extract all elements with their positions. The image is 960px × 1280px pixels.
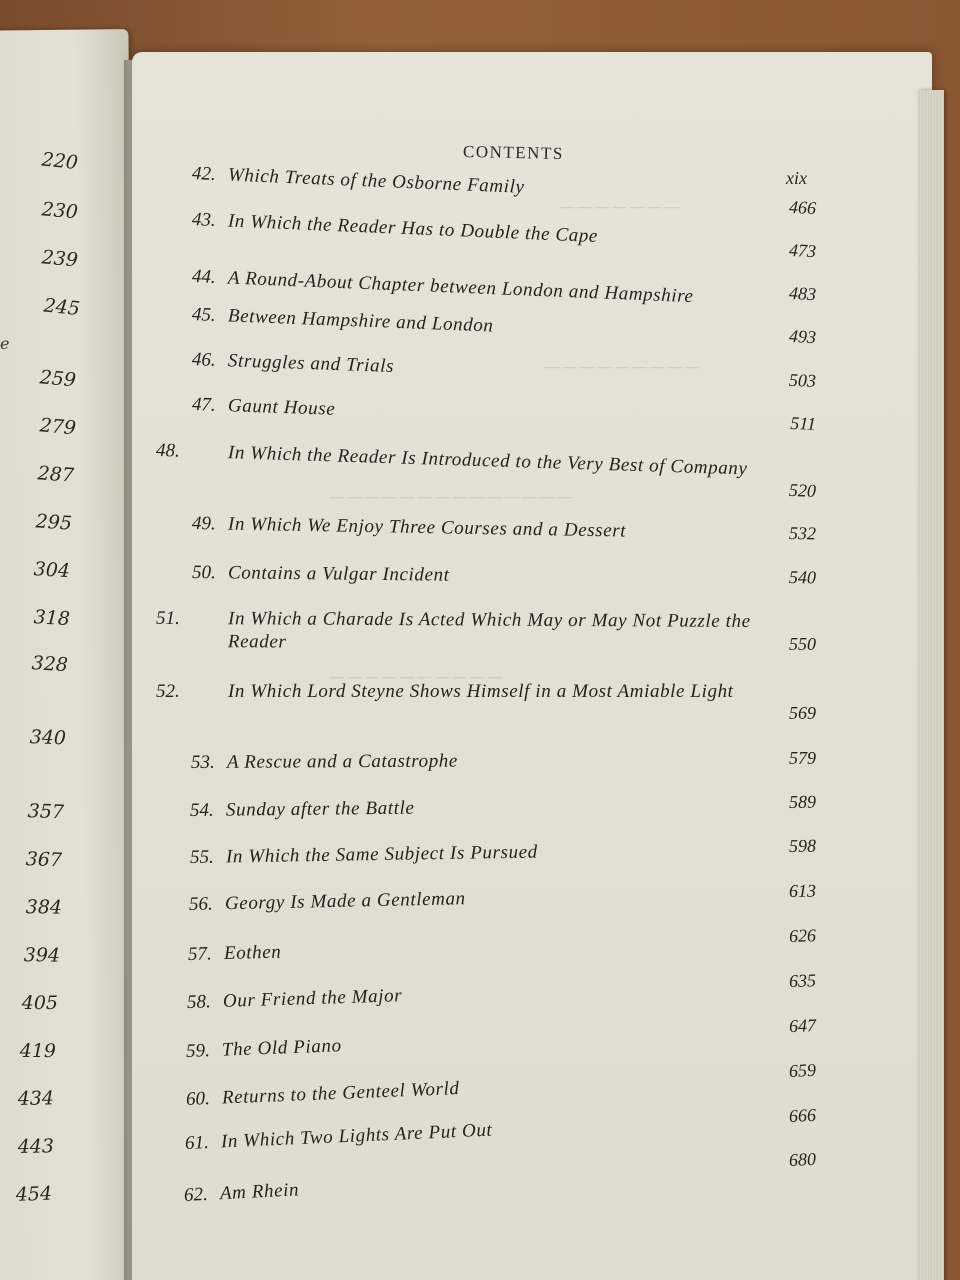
- contents-entry: [156, 607, 768, 656]
- chapter-title: Between Hampshire and London: [227, 305, 494, 337]
- left-page-number: 220: [40, 148, 79, 175]
- left-page-number: 419: [19, 1040, 56, 1062]
- entry-page-number: 680: [788, 1148, 817, 1171]
- entry-page-number: 540: [788, 566, 817, 588]
- left-page-stray-letter: e: [0, 334, 10, 353]
- entry-page-number: 635: [788, 970, 817, 992]
- bleed-through-text: — — — — — — — — —: [545, 360, 699, 375]
- entry-page-number: 473: [788, 239, 817, 262]
- chapter-number: 57.: [187, 943, 213, 965]
- left-page-number: 357: [27, 800, 65, 824]
- chapter-number: 47.: [191, 394, 217, 416]
- chapter-number: 45.: [191, 304, 217, 326]
- left-page-number: 318: [33, 606, 71, 631]
- page-number: xix: [786, 168, 807, 188]
- left-page-number: 245: [42, 294, 81, 321]
- entry-page-number: 647: [788, 1015, 817, 1037]
- chapter-title: Am Rhein: [219, 1179, 300, 1205]
- chapter-number: 52.: [156, 681, 180, 702]
- chapter-number: 54.: [190, 799, 215, 821]
- entry-page-number: 511: [789, 412, 817, 434]
- chapter-number: 43.: [191, 209, 217, 231]
- contents-entry: [156, 680, 768, 703]
- left-page-number: 454: [15, 1182, 53, 1206]
- entry-page-number: 626: [788, 925, 817, 947]
- left-page-number: 328: [31, 652, 69, 677]
- chapter-title: Eothen: [223, 941, 282, 965]
- chapter-title: Returns to the Genteel World: [221, 1078, 460, 1109]
- chapter-number: 56.: [188, 893, 213, 915]
- left-page-number: 295: [34, 510, 73, 535]
- entry-page-number: 589: [788, 791, 817, 813]
- entry-page-number: 493: [788, 325, 817, 348]
- left-page-number: 367: [25, 848, 63, 872]
- chapter-title: In Which a Charade Is Acted Which May or May Not Puzzle the Reader: [227, 608, 751, 653]
- chapter-number: 50.: [191, 562, 216, 584]
- entry-page-number: 579: [789, 748, 816, 768]
- chapter-number: 60.: [185, 1088, 210, 1110]
- entry-page-number: 520: [788, 479, 817, 501]
- left-page-numbers: [0, 0, 100, 1280]
- left-page-number: 304: [33, 558, 71, 583]
- chapter-title: The Old Piano: [221, 1035, 343, 1061]
- chapter-title: Sunday after the Battle: [226, 797, 415, 821]
- left-page-number: 394: [23, 944, 61, 967]
- left-page-number: 287: [36, 462, 75, 487]
- chapter-number: 48.: [155, 439, 181, 462]
- contents-entry: [191, 748, 776, 774]
- chapter-title: Struggles and Trials: [227, 350, 395, 378]
- left-page-number: 434: [17, 1087, 55, 1110]
- left-page-number: 443: [17, 1135, 55, 1158]
- left-page-number: 340: [29, 726, 67, 750]
- entry-page-number: 613: [788, 880, 817, 902]
- entry-page-number: 659: [788, 1059, 817, 1082]
- chapter-title: Georgy Is Made a Gentleman: [224, 888, 466, 915]
- entry-page-number: 598: [788, 835, 817, 857]
- left-page-number: 259: [38, 366, 77, 392]
- chapter-number: 42.: [191, 163, 217, 185]
- left-page-number: 230: [40, 198, 79, 224]
- left-page-number: 405: [21, 992, 58, 1014]
- entry-page-number: 503: [788, 369, 817, 391]
- chapter-number: 62.: [183, 1183, 209, 1206]
- left-page-number: 239: [40, 246, 79, 272]
- entry-page-number: 550: [789, 634, 816, 654]
- chapter-title: Contains a Vulgar Incident: [227, 562, 450, 586]
- chapter-number: 55.: [189, 846, 214, 868]
- chapter-title: Gaunt House: [227, 395, 336, 420]
- chapter-title: In Which the Reader Is Introduced to the Very Best of Company: [227, 442, 748, 480]
- chapter-title: A Round-About Chapter between London and Hampshire: [227, 267, 694, 308]
- chapter-title: A Rescue and a Catastrophe: [227, 750, 459, 773]
- chapter-number: 46.: [191, 349, 217, 371]
- bleed-through-text: — — — — — — — — — — — — — —: [330, 490, 572, 505]
- left-page-number: 384: [25, 896, 63, 919]
- chapter-number: 61.: [184, 1131, 209, 1154]
- chapter-title: In Which Two Lights Are Put Out: [220, 1119, 493, 1153]
- chapter-title: Our Friend the Major: [222, 985, 403, 1012]
- page-stack-edge: [918, 90, 944, 1280]
- left-page-number: 279: [38, 414, 77, 440]
- entry-page-number: 466: [788, 196, 817, 219]
- chapter-number: 44.: [191, 266, 217, 288]
- entry-page-number: 483: [788, 282, 817, 305]
- entry-page-number: 532: [788, 522, 817, 544]
- chapter-number: 49.: [191, 513, 216, 535]
- bleed-through-text: — — — — — — — — — —: [330, 670, 502, 685]
- chapter-number: 51.: [156, 607, 180, 629]
- chapter-title: In Which the Reader Has to Double the Cape: [227, 210, 599, 248]
- chapter-title: In Which Lord Steyne Shows Himself in a Most Amiable Light: [228, 681, 734, 702]
- chapter-number: 53.: [191, 751, 215, 773]
- chapter-number: 58.: [186, 991, 212, 1013]
- entry-page-number: 569: [789, 703, 816, 723]
- contents-heading: CONTENTS: [462, 141, 564, 164]
- bleed-through-text: — — — — — — —: [560, 200, 679, 215]
- chapter-title: In Which We Enjoy Three Courses and a Dessert: [227, 513, 627, 542]
- chapter-title: In Which the Same Subject Is Pursued: [225, 841, 538, 868]
- entry-page-number: 666: [788, 1104, 817, 1127]
- chapter-title: Which Treats of the Osborne Family: [227, 164, 525, 198]
- chapter-number: 59.: [186, 1040, 211, 1062]
